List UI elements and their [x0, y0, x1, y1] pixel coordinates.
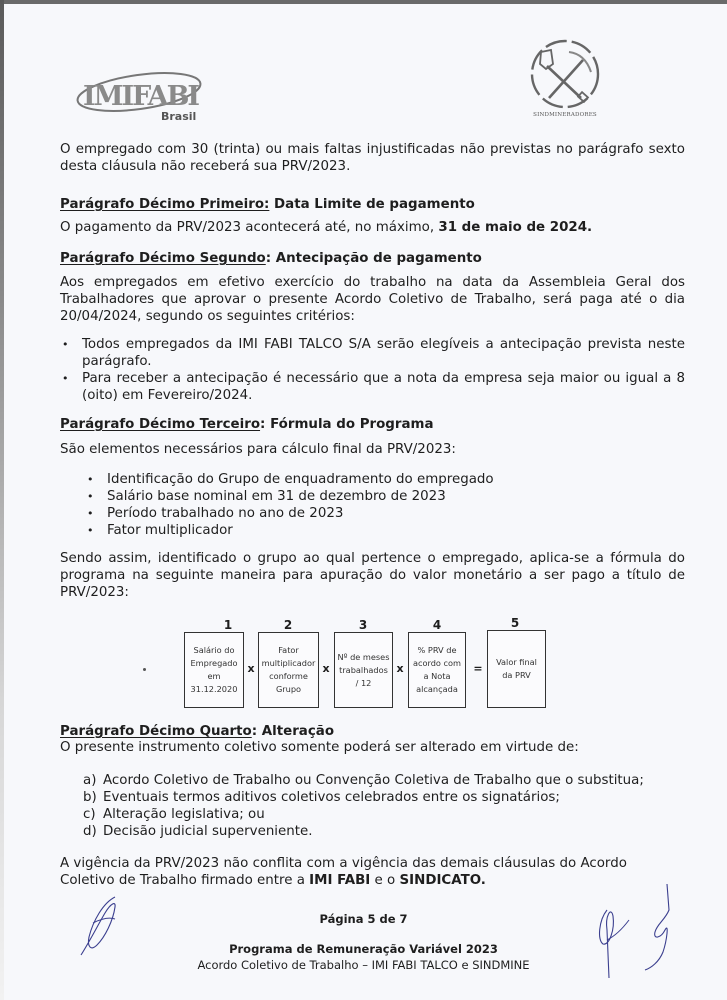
company-logo-text: IMIFABI [83, 81, 198, 112]
formula-intro: Sendo assim, identificado o grupo ao qual pertence o empregado, aplica-se a fórmula do programa na seguinte maneira para apuração do valor monetário a ser pago a título de PRV/2023: [60, 551, 685, 600]
multiply-operator: x [396, 662, 404, 675]
closing-text: A vigência da PRV/2023 não conflita com a vigência das demais cláusulas do Acordo Coletivo de Trabalho firmado entre a [60, 856, 627, 888]
list-item-text: Alteração legislativa; ou [103, 807, 265, 822]
company-name: IMI FABI [309, 873, 371, 888]
multiply-operator: x [322, 662, 330, 675]
formula-box-final-value: Valor final da PRV [487, 630, 546, 708]
pick-and-shovel-icon [519, 38, 611, 112]
union-logo-text: SINDMINERADORES [533, 112, 597, 118]
list-item: • Para receber a antecipação é necessário que a nota da empresa seja maior ou igual a 8 (oito) em Fevereiro/2024. [60, 370, 685, 404]
list-item [83, 823, 644, 840]
section-heading-label: Parágrafo Décimo Segundo [60, 251, 266, 266]
list-item: • Identificação do Grupo de enquadramento do empregado [85, 471, 645, 488]
list-item [83, 789, 644, 806]
list-item-text: Eventuais termos aditivos coletivos celebrados entre os signatários; [103, 790, 560, 805]
formula-step-number: 5 [510, 616, 520, 630]
formula-box-months: Nº de meses trabalhados / 12 [334, 632, 393, 708]
elements-list [85, 471, 645, 539]
section-heading-title: Data Limite de pagamento [269, 197, 475, 212]
union-name: SINDICATO. [399, 873, 486, 888]
section-heading-label: Parágrafo Décimo Terceiro [60, 417, 261, 432]
formula-step-number: 4 [432, 618, 442, 632]
scan-edge-top [0, 0, 727, 4]
intro-paragraph: O empregado com 30 (trinta) ou mais faltas injustificadas não previstas no parágrafo sexto desta cláusula não receberá sua PRV/2023. [60, 142, 685, 174]
list-item: • Todos empregados da IMI FABI TALCO S/A serão elegíveis a antecipação prevista neste parágrafo. [60, 336, 685, 370]
list-marker: d) [83, 824, 97, 839]
company-logo-subtitle: Brasil [161, 110, 197, 123]
list-item: • Salário base nominal em 31 de dezembro de 2023 [85, 488, 645, 505]
formula-box-salary: Salário do Empregado em 31.12.2020 [184, 632, 244, 708]
formula-step-number: 2 [283, 618, 293, 632]
equals-operator: = [473, 662, 483, 675]
list-marker: b) [83, 790, 97, 805]
union-logo [519, 38, 609, 128]
section-heading-title: : Alteração [251, 724, 335, 739]
list-item [83, 806, 644, 823]
company-logo [75, 72, 205, 122]
footer-subtitle: Acordo Coletivo de Trabalho – IMI FABI TALCO e SINDMINE [197, 958, 530, 972]
criteria-list [60, 336, 685, 404]
formula-box-percentage: % PRV de acordo com a Nota alcançada [408, 632, 466, 708]
alteration-list [83, 772, 644, 840]
payment-deadline: 31 de maio de 2024. [438, 220, 593, 235]
list-item-text: Acordo Coletivo de Trabalho ou Convenção Coletiva de Trabalho que o substitua; [103, 773, 644, 788]
section-heading-13 [60, 416, 434, 433]
formula-step-number: 1 [223, 618, 233, 632]
multiply-operator: x [247, 662, 255, 675]
scan-speck [143, 668, 146, 671]
section-body-13: São elementos necessários para cálculo final da PRV/2023: [60, 442, 456, 457]
list-marker: c) [83, 807, 96, 822]
page-number: Página 5 de 7 [319, 912, 408, 926]
formula-step-number: 3 [358, 618, 368, 632]
footer-title: Programa de Remuneração Variável 2023 [229, 942, 498, 956]
section-heading-title: : Antecipação de pagamento [265, 251, 482, 266]
list-item [83, 772, 644, 789]
scan-edge-left [0, 0, 4, 1000]
section-heading-11 [60, 196, 475, 213]
list-marker: a) [83, 773, 97, 788]
section-heading-label: Parágrafo Décimo Quarto [60, 724, 252, 739]
closing-text: e o [370, 873, 400, 888]
formula-box-factor: Fator multiplicador conforme Grupo [258, 632, 319, 708]
list-item: • Fator multiplicador [85, 522, 645, 539]
payment-text: O pagamento da PRV/2023 acontecerá até, no máximo, [60, 220, 439, 235]
section-heading-12 [60, 250, 482, 267]
section-heading-label: Parágrafo Décimo Primeiro: [60, 197, 270, 212]
section-body-12: Aos empregados em efetivo exercício do trabalho na data da Assembleia Geral dos Trabalhadores que aprovar o presente Acordo Coletivo de Trabalho, será paga até o dia 20/04/2024, segundo os seguintes critérios: [60, 275, 685, 324]
section-body-11 [60, 219, 685, 236]
section-heading-title: : Fórmula do Programa [260, 417, 434, 432]
list-item: • Período trabalhado no ano de 2023 [85, 505, 645, 522]
list-item-text: Decisão judicial superveniente. [103, 824, 313, 839]
section-body-14: O presente instrumento coletivo somente poderá ser alterado em virtude de: [60, 740, 579, 755]
section-heading-14 [60, 723, 334, 740]
